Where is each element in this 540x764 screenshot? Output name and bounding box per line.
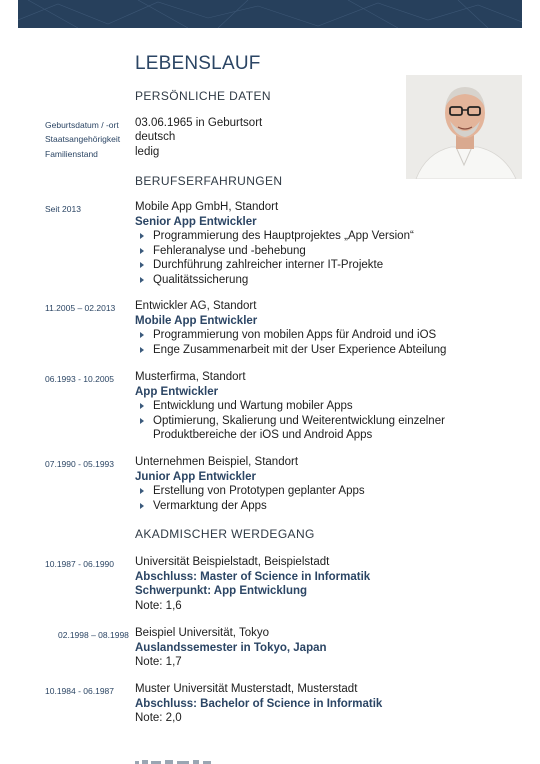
degree-line: Abschluss: Bachelor of Science in Informatik	[135, 697, 383, 710]
experience-entry	[135, 370, 515, 443]
experience-date: 06.1993 - 10.2005	[45, 374, 115, 384]
company: Entwickler AG, Standort	[135, 300, 257, 312]
label-birth: Geburtsdatum / -ort	[45, 120, 119, 130]
bullet-item: Fehleranalyse und -behebung	[135, 244, 515, 259]
institution: Beispiel Universität, Tokyo	[135, 627, 270, 639]
institution: Muster Universität Musterstadt, Musterstadt	[135, 683, 358, 695]
experience-date: 07.1990 - 05.1993	[45, 459, 115, 469]
header-banner	[18, 0, 522, 28]
job-title: Mobile App Entwickler	[135, 314, 258, 327]
education-entry	[135, 555, 515, 613]
bullet-item: Programmierung von mobilen Apps für Android und iOS	[135, 328, 515, 343]
page-title: LEBENSLAUF	[135, 53, 261, 74]
job-title: Junior App Entwickler	[135, 470, 256, 483]
profile-photo	[406, 75, 522, 179]
education-date: 10.1984 - 06.1987	[45, 686, 115, 696]
experience-entry	[135, 200, 515, 288]
education-date: 10.1987 - 06.1990	[45, 559, 115, 569]
value-birth: 03.06.1965 in Geburtsort	[135, 117, 263, 129]
grade: Note: 1,7	[135, 656, 182, 669]
cut-off-text-fragment	[135, 756, 215, 764]
experience-date: 11.2005 – 02.2013	[45, 303, 116, 313]
label-nationality: Staatsangehörigkeit	[45, 134, 121, 144]
job-title: App Entwickler	[135, 385, 219, 398]
section-heading-experience: BERUFSERFAHRUNGEN	[135, 174, 283, 188]
bullet-item: Optimierung, Skalierung und Weiterentwicklung einzelner Produktbereiche der iOS und Android Apps	[135, 414, 453, 443]
company: Musterfirma, Standort	[135, 371, 246, 383]
education-entry	[135, 626, 515, 670]
company: Mobile App GmbH, Standort	[135, 201, 279, 213]
banner-pattern	[18, 0, 522, 28]
bullet-item: Erstellung von Prototypen geplanter Apps	[135, 484, 515, 499]
bullet-item: Durchführung zahlreicher interner IT-Projekte	[135, 258, 515, 273]
experience-entry	[135, 299, 515, 357]
experience-date: Seit 2013	[45, 204, 81, 214]
grade: Note: 1,6	[135, 599, 182, 612]
education-entry	[135, 682, 515, 726]
bullet-item: Vermarktung der Apps	[135, 499, 515, 514]
grade: Note: 2,0	[135, 712, 182, 725]
section-heading-personal: PERSÖNLICHE DATEN	[135, 89, 271, 103]
institution: Universität Beispielstadt, Beispielstadt	[135, 556, 330, 568]
value-nationality: deutsch	[135, 131, 176, 143]
degree-line: Auslandssemester in Tokyo, Japan	[135, 641, 327, 654]
experience-entry	[135, 455, 515, 513]
education-date: 02.1998 – 08.1998	[58, 630, 129, 640]
bullet-item: Programmierung des Hauptprojektes „App Version“	[135, 229, 515, 244]
company: Unternehmen Beispiel, Standort	[135, 456, 299, 468]
bullet-item: Enge Zusammenarbeit mit der User Experience Abteilung	[135, 343, 515, 358]
portrait-image	[406, 75, 522, 179]
bullet-item: Entwicklung und Wartung mobiler Apps	[135, 399, 515, 414]
degree-line: Abschluss: Master of Science in Informatik	[135, 570, 371, 583]
label-marital-status: Familienstand	[45, 149, 98, 159]
value-marital-status: ledig	[135, 146, 160, 158]
bullet-item: Qualitätssicherung	[135, 273, 515, 288]
job-title: Senior App Entwickler	[135, 215, 257, 228]
focus-line: Schwerpunkt: App Entwicklung	[135, 585, 308, 598]
section-heading-education: AKADMISCHER WERDEGANG	[135, 527, 315, 541]
